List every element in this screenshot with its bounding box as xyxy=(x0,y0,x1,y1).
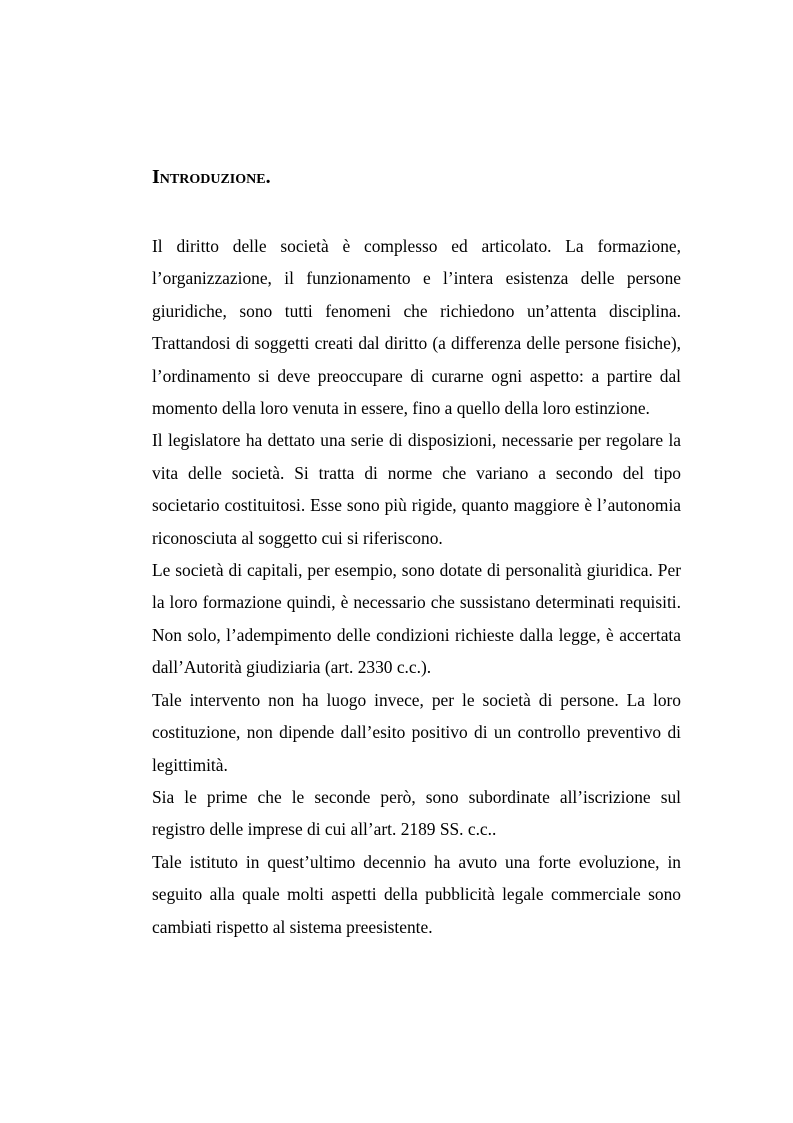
paragraph: Il diritto delle società è complesso ed articolato. La formazione, l’organizzazione, il funzionamento e l’intera esistenza delle persone giuridiche, sono tutti fenomeni che richiedono un’attenta disciplina. Trattandosi di soggetti creati dal diritto (a differenza delle persone fisiche), l’ordinamento si deve preoccupare di curarne ogni aspetto: a partire dal momento della loro venuta in essere, fino a quello della loro estinzione. xyxy=(152,236,681,419)
paragraph: Tale istituto in quest’ultimo decennio ha avuto una forte evoluzione, in seguito alla quale molti aspetti della pubblicità legale commerciale sono cambiati rispetto al sistema preesistente. xyxy=(152,851,681,937)
document-body xyxy=(152,230,681,943)
paragraph: Tale intervento non ha luogo invece, per le società di persone. La loro costituzione, non dipende dall’esito positivo di un controllo preventivo di legittimità. xyxy=(152,689,681,775)
paragraph: Sia le prime che le seconde però, sono subordinate all’iscrizione sul registro delle imprese di cui all’art. 2189 SS. c.c.. xyxy=(152,786,681,840)
paragraph: Il legislatore ha dettato una serie di disposizioni, necessarie per regolare la vita delle società. Si tratta di norme che variano a secondo del tipo societario costituitosi. Esse sono più rigide, quanto maggiore è l’autonomia riconosciuta al soggetto cui si riferiscono. xyxy=(152,430,681,548)
section-heading: Introduzione. xyxy=(152,166,271,188)
paragraph: Le società di capitali, per esempio, sono dotate di personalità giuridica. Per la loro formazione quindi, è necessario che sussistano determinati requisiti. Non solo, l’adempimento delle condizioni richieste dalla legge, è accertata dall’Autorità giudiziaria (art. 2330 c.c.). xyxy=(152,560,681,678)
